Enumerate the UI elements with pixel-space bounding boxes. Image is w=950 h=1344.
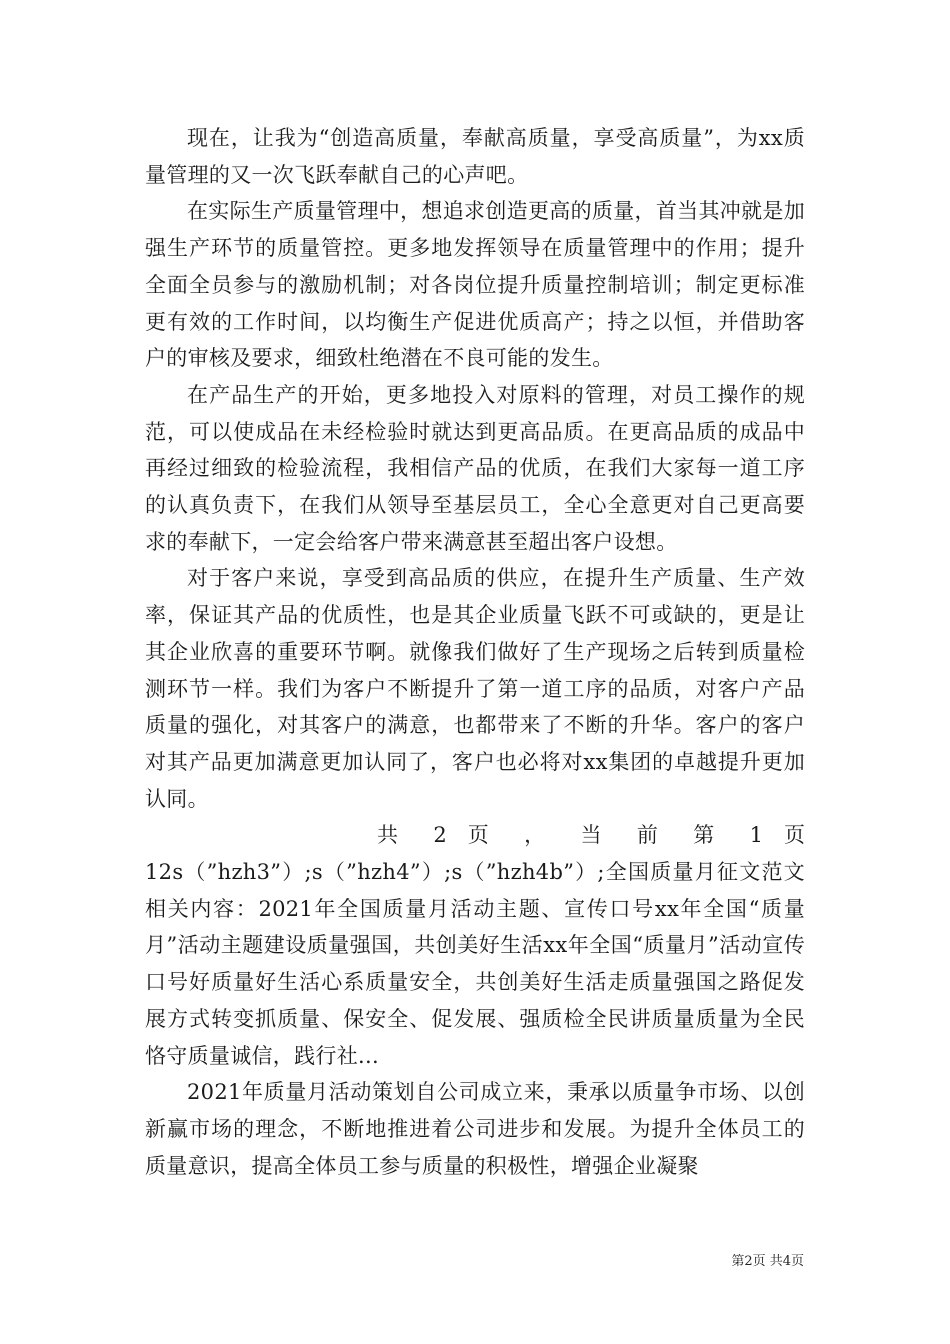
paragraph-2: 在实际生产质量管理中，想追求创造更高的质量，首当其冲就是加强生产环节的质量管控。更多地发挥领导在质量管理中的作用；提升全面全员参与的激励机制；对各岗位提升质量控制培训；制定更标准更有效的工作时间，以均衡生产促进优质高产；持之以恒，并借助客户的审核及要求，细致杜绝潜在不良可能的发生。 — [145, 199, 805, 371]
paragraph-last: 2021年质量月活动策划自公司成立来，秉承以质量争市场、以创新赢市场的理念，不断地推进着公司进步和发展。为提升全体员工的质量意识，提高全体员工参与质量的积极性，增强企业凝聚 — [145, 1080, 805, 1178]
document-body — [145, 120, 805, 1184]
related-content-block: 12s（”hzh3”）;s（”hzh4”）;s（”hzh4b”）;全国质量月征文范文相关内容：2021年全国质量月活动主题、宣传口号xx年全国“质量月”活动主题建设质量强国，共创美好生活xx年全国“质量月”活动宣传口号好质量好生活心系质量安全，共创美好生活走质量强国之路促发展方式转变抓质量、保安全、促发展、强质检全民讲质量质量为全民恪守质量诚信，践行社... — [145, 860, 805, 1068]
paragraph-4: 对于客户来说，享受到高品质的供应，在提升生产质量、生产效率，保证其产品的优质性，也是其企业质量飞跃不可或缺的，更是让其企业欣喜的重要环节啊。就像我们做好了生产现场之后转到质量检测环节一样。我们为客户不断提升了第一道工序的品质，对客户产品质量的强化，对其客户的满意，也都带来了不断的升华。客户的客户对其产品更加满意更加认同了，客户也必将对xx集团的卓越提升更加认同。 — [145, 566, 805, 811]
paragraph-1: 现在，让我为“创造高质量，奉献高质量，享受高质量”，为xx质量管理的又一次飞跃奉献自己的心声吧。 — [145, 126, 805, 187]
paragraph-3: 在产品生产的开始，更多地投入对原料的管理，对员工操作的规范，可以使成品在未经检验时就达到更高品质。在更高品质的成品中再经过细致的检验流程，我相信产品的优质，在我们大家每一道工序的认真负责下，在我们从领导至基层员工，全心全意更对自己更高要求的奉献下，一定会给客户带来满意甚至超出客户设想。 — [145, 382, 805, 554]
page-count-line: 共 2 页 ， 当 前 第 1 页 — [377, 823, 805, 848]
page-footer: 第2页 共4页 — [731, 1254, 804, 1269]
